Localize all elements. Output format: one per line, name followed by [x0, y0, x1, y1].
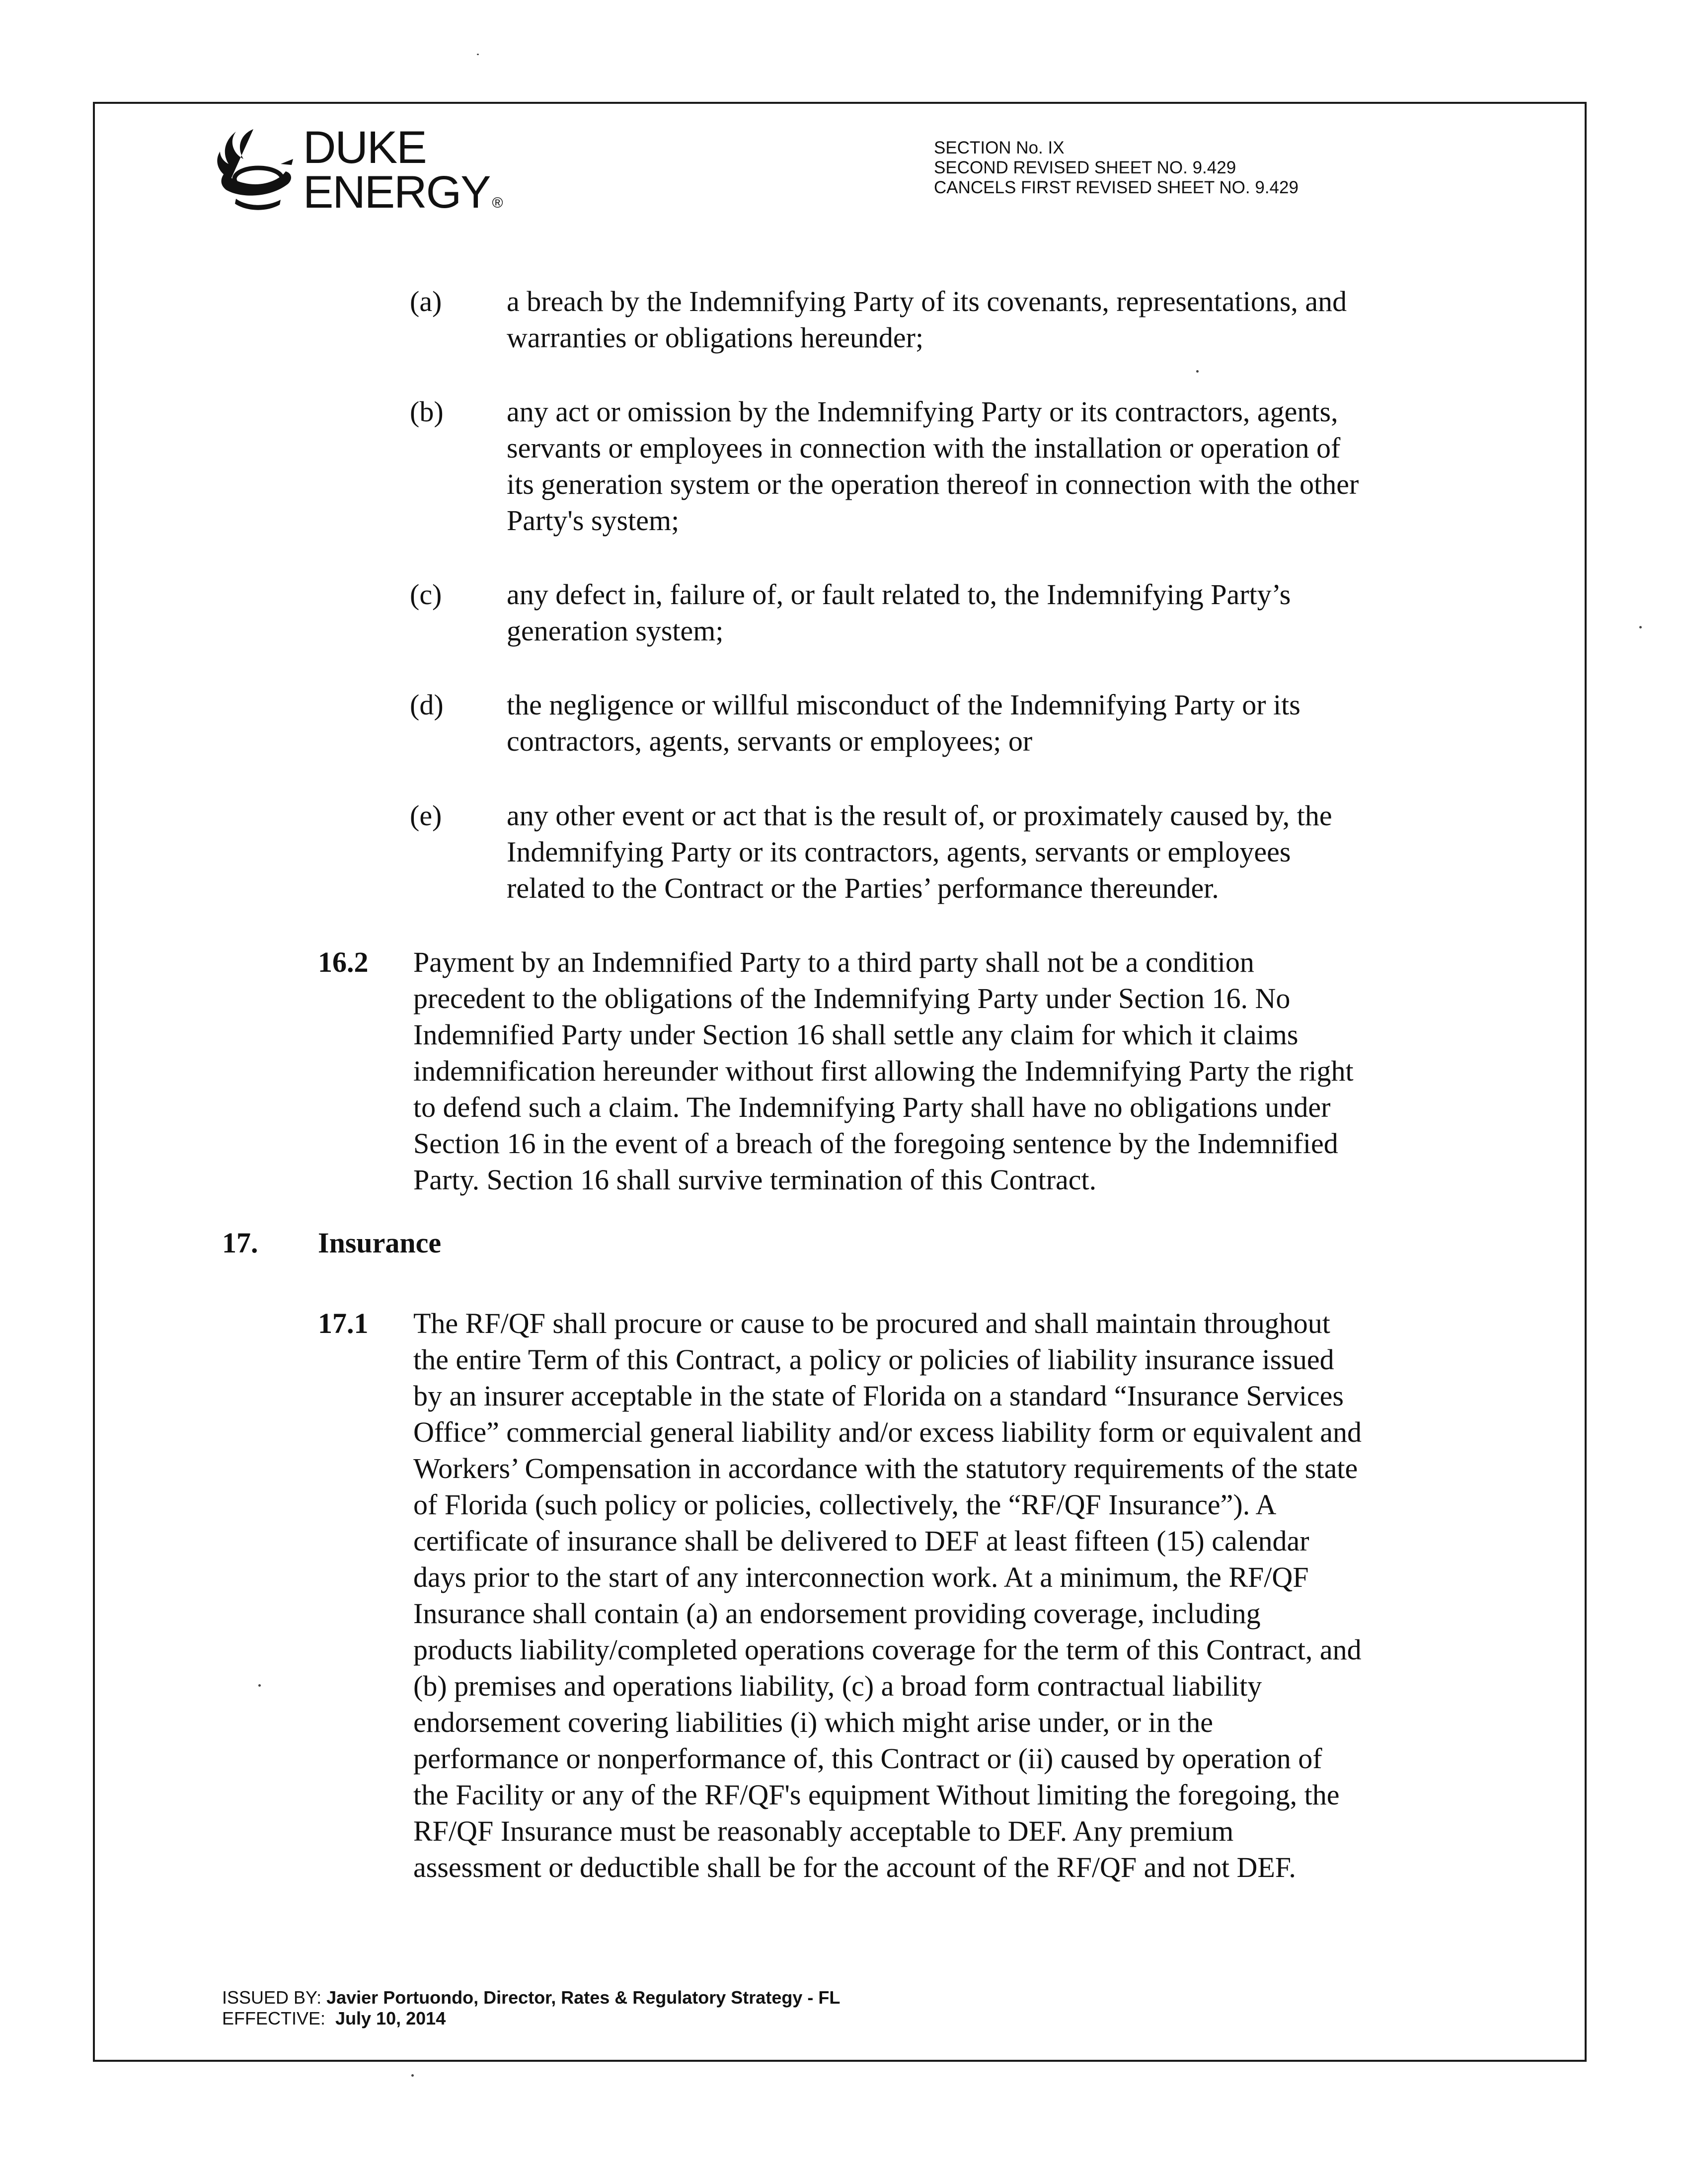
text-line: the entire Term of this Contract, a policy or policies of liability insurance issued — [413, 1343, 1334, 1376]
text-line: Party's system; — [507, 504, 680, 537]
text-line: RF/QF Insurance must be reasonably acceptable to DEF. Any premium — [413, 1815, 1234, 1847]
logo-line-duke: DUKE — [303, 122, 426, 173]
text-line: Section 16 in the event of a breach of the foregoing sentence by the Indemnified — [413, 1127, 1338, 1160]
section-16-2-text — [413, 944, 1452, 1198]
text-line: certificate of insurance shall be delivered to DEF at least fifteen (15) calendar — [413, 1525, 1309, 1557]
text-line: Indemnified Party under Section 16 shall settle any claim for which it claims — [413, 1018, 1299, 1051]
text-line: Payment by an Indemnified Party to a third party shall not be a condition — [413, 946, 1254, 978]
item-e-label: (e) — [410, 799, 442, 832]
effective-label: EFFECTIVE: — [222, 2008, 326, 2028]
text-line: The RF/QF shall procure or cause to be procured and shall maintain throughout — [413, 1307, 1330, 1339]
text-line: days prior to the start of any interconnection work. At a minimum, the RF/QF — [413, 1561, 1309, 1593]
logo-line-energy: ENERGY — [303, 167, 490, 218]
text-line: contractors, agents, servants or employees; or — [507, 725, 1033, 757]
issued-by-value: Javier Portuondo, Director, Rates & Regulatory Strategy - FL — [326, 1987, 840, 2008]
text-line: assessment or deductible shall be for the account of the RF/QF and not DEF. — [413, 1851, 1296, 1883]
text-line: by an insurer acceptable in the state of Florida on a standard “Insurance Services — [413, 1380, 1344, 1412]
scan-speck — [411, 2074, 414, 2077]
text-line: precedent to the obligations of the Indemnifying Party under Section 16. No — [413, 982, 1291, 1014]
text-line: any defect in, failure of, or fault related to, the Indemnifying Party’s — [507, 578, 1291, 611]
scan-speck — [1196, 370, 1199, 373]
text-line: Party. Section 16 shall survive termination of this Contract. — [413, 1164, 1097, 1196]
item-d-label: (d) — [410, 689, 444, 721]
item-d-text — [507, 687, 1451, 759]
effective-value: July 10, 2014 — [335, 2008, 446, 2028]
text-line: products liability/completed operations coverage for the term of this Contract, and — [413, 1634, 1362, 1666]
text-line: the Facility or any of the RF/QF's equipment Without limiting the foregoing, the — [413, 1779, 1340, 1811]
text-line: to defend such a claim. The Indemnifying Party shall have no obligations under — [413, 1091, 1331, 1123]
cancels-note: CANCELS FIRST REVISED SHEET NO. 9.429 — [934, 178, 1299, 197]
section-17-number: 17. — [222, 1227, 258, 1259]
issuance-footer — [222, 1987, 840, 2029]
text-line: warranties or obligations hereunder; — [507, 321, 924, 354]
text-line: Indemnifying Party or its contractors, agents, servants or employees — [507, 836, 1291, 868]
item-a-label: (a) — [410, 285, 442, 317]
section-number: SECTION No. IX — [934, 138, 1065, 157]
text-line: generation system; — [507, 615, 724, 647]
text-line: Insurance shall contain (a) an endorsement providing coverage, including — [413, 1597, 1261, 1630]
scan-speck — [1639, 626, 1642, 628]
text-line: any act or omission by the Indemnifying Party or its contractors, agents, — [507, 395, 1338, 428]
scan-speck — [477, 54, 479, 55]
text-line: a breach by the Indemnifying Party of its covenants, representations, and — [507, 285, 1347, 317]
issued-by-label: ISSUED BY: — [222, 1987, 322, 2008]
text-line: the negligence or willful misconduct of the Indemnifying Party or its — [507, 689, 1300, 721]
logo-wordmark — [303, 122, 502, 226]
text-line: of Florida (such policy or policies, collectively, the “RF/QF Insurance”). A — [413, 1488, 1277, 1521]
text-line: any other event or act that is the result of, or proximately caused by, the — [507, 799, 1332, 832]
item-a-text — [507, 283, 1451, 356]
item-c-text — [507, 576, 1451, 649]
sheet-header — [934, 138, 1299, 198]
section-17-1-text — [413, 1305, 1452, 1885]
item-b-label: (b) — [410, 395, 444, 428]
text-line: related to the Contract or the Parties’ performance thereunder. — [507, 872, 1219, 904]
section-17-1-number: 17.1 — [318, 1307, 369, 1339]
item-c-label: (c) — [410, 578, 442, 611]
registered-mark: ® — [492, 195, 502, 211]
scan-speck — [258, 1684, 261, 1687]
section-16-2-number: 16.2 — [318, 946, 369, 978]
text-line: indemnification hereunder without first allowing the Indemnifying Party the right — [413, 1055, 1354, 1087]
text-line: endorsement covering liabilities (i) which might arise under, or in the — [413, 1706, 1213, 1738]
item-e-text — [507, 797, 1451, 906]
text-line: servants or employees in connection with the installation or operation of — [507, 432, 1341, 464]
sheet-number: SECOND REVISED SHEET NO. 9.429 — [934, 158, 1236, 177]
text-line: Workers’ Compensation in accordance with the statutory requirements of the state — [413, 1452, 1358, 1484]
text-line: Office” commercial general liability and/or excess liability form or equivalent and — [413, 1416, 1362, 1448]
item-b-text — [507, 393, 1451, 539]
text-line: performance or nonperformance of, this Contract or (ii) caused by operation of — [413, 1742, 1322, 1775]
section-17-title: Insurance — [318, 1227, 442, 1259]
text-line: its generation system or the operation thereof in connection with the other — [507, 468, 1359, 500]
text-line: (b) premises and operations liability, (c) a broad form contractual liability — [413, 1670, 1262, 1702]
